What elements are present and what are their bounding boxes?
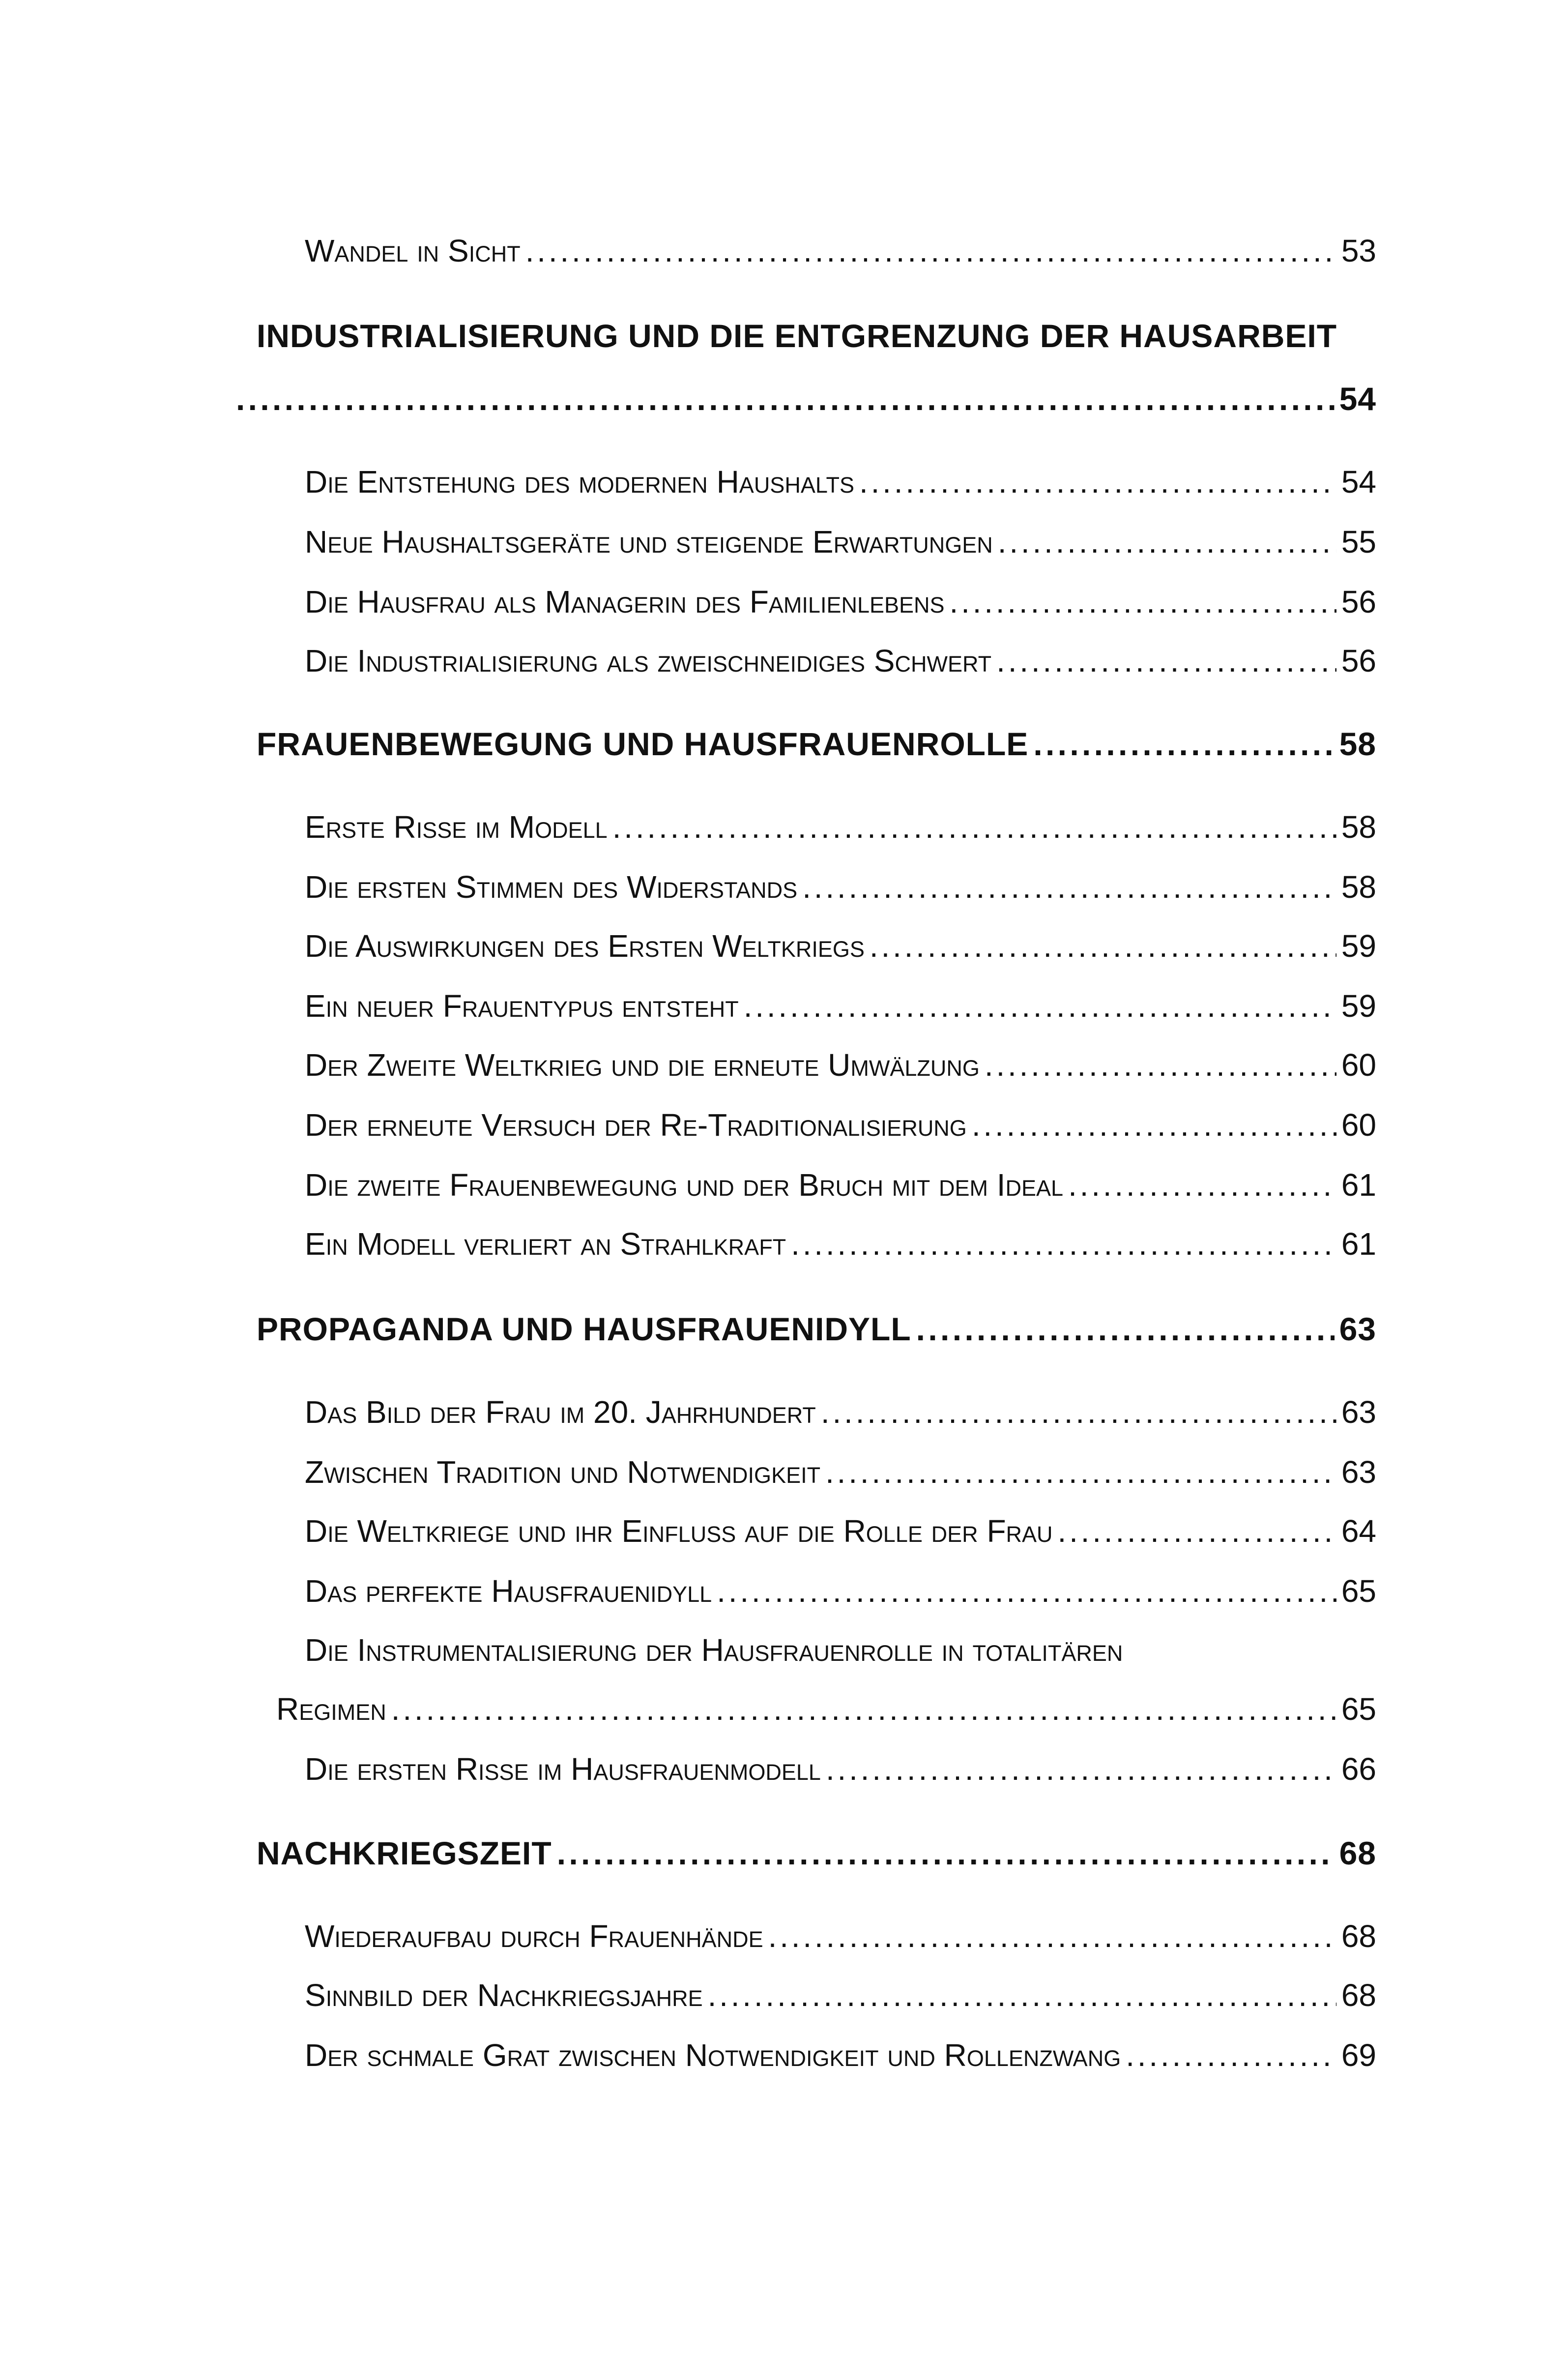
toc-entry-title: Zwischen Tradition und Notwendigkeit bbox=[305, 1456, 821, 1488]
toc-entry-page: 65 bbox=[1341, 1575, 1376, 1607]
toc-entry-page: 65 bbox=[1341, 1693, 1376, 1725]
toc-entry-title: Die Instrumentalisierung der Hausfrauenrolle in totalitären bbox=[305, 1632, 1123, 1668]
toc-entry-page: 54 bbox=[1341, 466, 1376, 498]
dot-leader bbox=[825, 1456, 1336, 1488]
toc-entry-title: Die Industrialisierung als zweischneidiges Schwert bbox=[305, 645, 992, 677]
toc-entry-page: 60 bbox=[1341, 1109, 1376, 1141]
toc-entry-title: Wandel in Sicht bbox=[305, 235, 521, 266]
dot-leader bbox=[391, 1693, 1336, 1725]
toc-entry-page: 68 bbox=[1341, 1920, 1376, 1952]
toc-entry-title: Die zweite Frauenbewegung und der Bruch mit dem Ideal bbox=[305, 1169, 1064, 1201]
toc-entry-erste-stimmen[interactable] bbox=[305, 871, 1376, 903]
toc-entry-neue-haushaltsgeraete[interactable] bbox=[305, 526, 1376, 558]
toc-entry-page: 68 bbox=[1339, 1837, 1376, 1869]
toc-entry-title: Die ersten Risse im Hausfrauenmodell bbox=[305, 1753, 821, 1785]
dot-leader bbox=[717, 1575, 1336, 1607]
toc-entry-title: Die Weltkriege und ihr Einfluss auf die Rolle der Frau bbox=[305, 1515, 1053, 1547]
dot-leader bbox=[708, 1979, 1336, 2011]
toc-entry-page: 53 bbox=[1341, 235, 1376, 266]
toc-chapter-industrialisierung[interactable] bbox=[236, 383, 1376, 415]
dot-leader bbox=[859, 466, 1336, 498]
dot-leader bbox=[1126, 2039, 1336, 2071]
dot-leader bbox=[525, 235, 1336, 266]
toc-entry-title: Die Entstehung des modernen Haushalts bbox=[305, 466, 855, 498]
toc-entry-page: 68 bbox=[1341, 1979, 1376, 2011]
toc-chapter-nachkriegszeit[interactable] bbox=[257, 1837, 1376, 1869]
toc-entry-page: 69 bbox=[1341, 2039, 1376, 2071]
toc-entry-title: Neue Haushaltsgeräte und steigende Erwartungen bbox=[305, 526, 993, 558]
toc-entry-title: Sinnbild der Nachkriegsjahre bbox=[305, 1979, 703, 2011]
dot-leader bbox=[744, 990, 1336, 1022]
dot-leader bbox=[1068, 1169, 1336, 1201]
toc-entry-page: 58 bbox=[1341, 811, 1376, 843]
toc-entry-page: 60 bbox=[1341, 1049, 1376, 1081]
toc-chapter-title: INDUSTRIALISIERUNG UND DIE ENTGRENZUNG DER HAUSARBEIT bbox=[257, 318, 1337, 354]
dot-leader bbox=[916, 1313, 1335, 1345]
dot-leader bbox=[996, 645, 1336, 677]
toc-entry-modell-strahlkraft[interactable] bbox=[305, 1228, 1376, 1260]
dot-leader bbox=[1033, 728, 1334, 760]
toc-entry-weltkriege-einfluss[interactable] bbox=[305, 1515, 1376, 1547]
toc-entry-neuer-frauentypus[interactable] bbox=[305, 990, 1376, 1022]
toc-entry-page: 58 bbox=[1339, 728, 1376, 760]
toc-entry-hausfrau-managerin[interactable] bbox=[305, 586, 1376, 618]
toc-entry-page: 66 bbox=[1341, 1753, 1376, 1785]
dot-leader bbox=[972, 1109, 1336, 1141]
toc-entry-tradition-notwendigkeit[interactable] bbox=[305, 1456, 1376, 1488]
toc-entry-perfekte-idyll[interactable] bbox=[305, 1575, 1376, 1607]
toc-entry-page: 56 bbox=[1341, 586, 1376, 618]
dot-leader bbox=[612, 811, 1336, 843]
toc-chapter-propaganda[interactable] bbox=[257, 1313, 1376, 1345]
toc-entry-title: Der Zweite Weltkrieg und die erneute Umwälzung bbox=[305, 1049, 980, 1081]
dot-leader bbox=[557, 1837, 1335, 1869]
toc-entry-bild-der-frau[interactable] bbox=[305, 1396, 1376, 1428]
toc-entry-sinnbild[interactable] bbox=[305, 1979, 1376, 2011]
toc-entry-title: Das Bild der Frau im 20. Jahrhundert bbox=[305, 1396, 816, 1428]
toc-entry-page: 61 bbox=[1341, 1228, 1376, 1260]
dot-leader bbox=[950, 586, 1336, 618]
dot-leader bbox=[1058, 1515, 1336, 1547]
toc-entry-zweite-frauenbewegung[interactable] bbox=[305, 1169, 1376, 1201]
toc-entry-page: 59 bbox=[1341, 930, 1376, 962]
toc-entry-re-traditionalisierung[interactable] bbox=[305, 1109, 1376, 1141]
dot-leader bbox=[985, 1049, 1336, 1081]
toc-entry-page: 58 bbox=[1341, 871, 1376, 903]
toc-entry-title: NACHKRIEGSZEIT bbox=[257, 1837, 552, 1869]
toc-entry-page: 54 bbox=[1339, 383, 1376, 415]
dot-leader bbox=[768, 1920, 1336, 1952]
toc-entry-title: Wiederaufbau durch Frauenhände bbox=[305, 1920, 763, 1952]
toc-chapter-frauenbewegung[interactable] bbox=[257, 728, 1376, 760]
dot-leader bbox=[826, 1753, 1336, 1785]
toc-entry-schmale-grat[interactable] bbox=[305, 2039, 1376, 2071]
toc-entry-page: 59 bbox=[1341, 990, 1376, 1022]
toc-entry-wiederaufbau[interactable] bbox=[305, 1920, 1376, 1952]
toc-entry-page: 63 bbox=[1339, 1313, 1376, 1345]
toc-entry-title: PROPAGANDA UND HAUSFRAUENIDYLL bbox=[257, 1313, 911, 1345]
toc-entry-erste-risse-hausfrauenmodell[interactable] bbox=[305, 1753, 1376, 1785]
toc-entry-title: Erste Risse im Modell bbox=[305, 811, 608, 843]
toc-entry-title: Die ersten Stimmen des Widerstands bbox=[305, 871, 798, 903]
toc-entry-title: Ein Modell verliert an Strahlkraft bbox=[305, 1228, 786, 1260]
toc-entry-title: Das perfekte Hausfrauenidyll bbox=[305, 1575, 712, 1607]
toc-entry-instrumentalisierung-line1[interactable] bbox=[305, 1634, 1376, 1666]
toc-entry-auswirkungen-weltkrieg[interactable] bbox=[305, 930, 1376, 962]
toc-entry-entstehung-haushalt[interactable] bbox=[305, 466, 1376, 498]
toc-entry-title: Die Auswirkungen des Ersten Weltkriegs bbox=[305, 930, 865, 962]
toc-entry-title: FRAUENBEWEGUNG UND HAUSFRAUENROLLE bbox=[257, 728, 1029, 760]
toc-entry-title: Der erneute Versuch der Re-Traditionalisierung bbox=[305, 1109, 967, 1141]
toc-entry-instrumentalisierung[interactable] bbox=[276, 1693, 1376, 1725]
dot-leader bbox=[236, 383, 1335, 415]
toc-entry-page: 63 bbox=[1341, 1456, 1376, 1488]
toc-entry-title: Die Hausfrau als Managerin des Familienlebens bbox=[305, 586, 945, 618]
toc-entry-industrialisierung-schwert[interactable] bbox=[305, 645, 1376, 677]
dot-leader bbox=[802, 871, 1336, 903]
toc-entry-page: 61 bbox=[1341, 1169, 1376, 1201]
toc-entry-zweite-weltkrieg[interactable] bbox=[305, 1049, 1376, 1081]
toc-entry-wandel-in-sicht[interactable] bbox=[305, 235, 1376, 266]
toc-entry-title: Ein neuer Frauentypus entsteht bbox=[305, 990, 739, 1022]
dot-leader bbox=[998, 526, 1336, 558]
toc-entry-page: 63 bbox=[1341, 1396, 1376, 1428]
toc-entry-title: Regimen bbox=[276, 1693, 386, 1725]
dot-leader bbox=[821, 1396, 1336, 1428]
dot-leader bbox=[870, 930, 1336, 962]
toc-entry-page: 56 bbox=[1341, 645, 1376, 677]
toc-entry-page: 55 bbox=[1341, 526, 1376, 558]
toc-entry-title: Der schmale Grat zwischen Notwendigkeit und Rollenzwang bbox=[305, 2039, 1121, 2071]
toc-entry-page: 64 bbox=[1341, 1515, 1376, 1547]
dot-leader bbox=[791, 1228, 1336, 1260]
toc-entry-erste-risse[interactable] bbox=[305, 811, 1376, 843]
toc-chapter-industrialisierung-line1[interactable] bbox=[257, 320, 1376, 352]
